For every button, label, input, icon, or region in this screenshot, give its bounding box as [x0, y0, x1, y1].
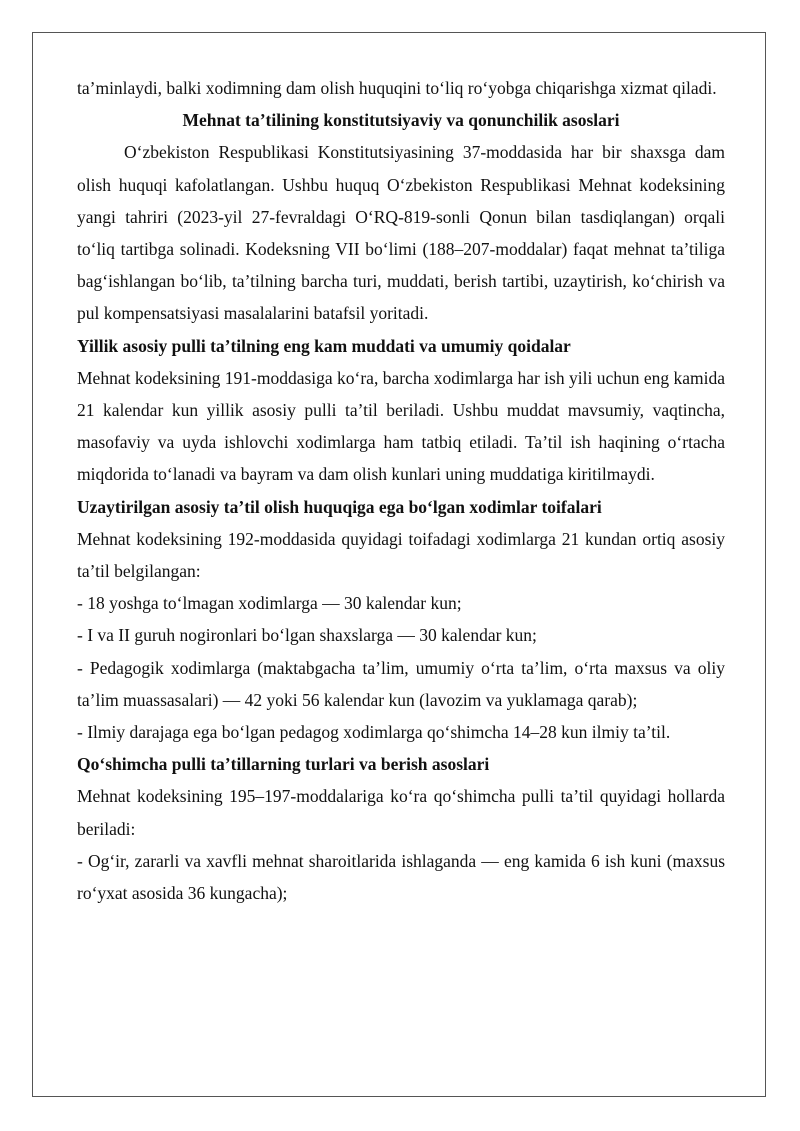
paragraph-constitutional: O‘zbekiston Respublikasi Konstitutsiyasining 37-moddasida har bir shaxsga dam olish huquqi kafolatlangan. Ushbu huquq O‘zbekiston Respublikasi Mehnat kodeksining yangi tahriri (2023-yil 27-fevraldagi O‘RQ-819-sonli Qonun bilan tasdiqlangan) orqali to‘liq tartibga solinadi. Kodeksning VII bo‘limi (188–207-moddalar) faqat mehnat ta’tiliga bag‘ishlangan bo‘lib, ta’tilning barcha turi, muddati, berish tartibi, uzaytirish, ko‘chirish va pul kompensatsiyasi masalalarini batafsil yoritadi.: [77, 142, 725, 324]
list-item: - I va II guruh nogironlari bo‘lgan shaxslarga — 30 kalendar kun;: [77, 625, 537, 646]
section-heading-annual-leave: Yillik asosiy pulli ta’tilning eng kam muddati va umumiy qoidalar: [77, 335, 571, 356]
section-heading-additional-leave: Qo‘shimcha pulli ta’tillarning turlari va berish asoslari: [77, 754, 490, 775]
paragraph-extended-leave: Mehnat kodeksining 192-moddasida quyidagi toifadagi xodimlarga 21 kundan ortiq asosiy ta’til belgilangan:: [77, 528, 725, 582]
list-item: - Ilmiy darajaga ega bo‘lgan pedagog xodimlarga qo‘shimcha 14–28 kun ilmiy ta’til.: [77, 722, 671, 743]
section-heading-extended-leave: Uzaytirilgan asosiy ta’til olish huquqiga ega bo‘lgan xodimlar toifalari: [77, 496, 602, 517]
section-heading-constitutional: Mehnat ta’tilining konstitutsiyaviy va qonunchilik asoslari: [182, 110, 620, 131]
paragraph-intro-end: ta’minlaydi, balki xodimning dam olish huquqini to‘liq ro‘yobga chiqarishga xizmat qiladi.: [77, 78, 717, 98]
paragraph-annual-leave: Mehnat kodeksining 191-moddasiga ko‘ra, barcha xodimlarga har ish yili uchun eng kamida 21 kalendar kun yillik asosiy pulli ta’til beriladi. Ushbu muddat mavsumiy, vaqtincha, masofaviy va uyda ishlovchi xodimlarga ham tatbiq etiladi. Ta’til ish haqining o‘rtacha miqdorida to‘lanadi va bayram va dam olish kunlari uning muddatiga kiritilmaydi.: [77, 367, 725, 485]
list-item: - 18 yoshga to‘lmagan xodimlarga — 30 kalendar kun;: [77, 593, 462, 614]
list-item: - Og‘ir, zararli va xavfli mehnat sharoitlarida ishlaganda — eng kamida 6 ish kuni (maxsus ro‘yxat asosida 36 kungacha);: [77, 850, 725, 904]
document-body: [77, 72, 725, 909]
list-item: - Pedagogik xodimlarga (maktabgacha ta’lim, umumiy o‘rta ta’lim, o‘rta maxsus va oliy ta’lim muassasalari) — 42 yoki 56 kalendar kun (lavozim va yuklamaga qarab);: [77, 657, 725, 710]
paragraph-additional-leave: Mehnat kodeksining 195–197-moddalariga ko‘ra qo‘shimcha pulli ta’til quyidagi hollarda beriladi:: [77, 786, 725, 839]
